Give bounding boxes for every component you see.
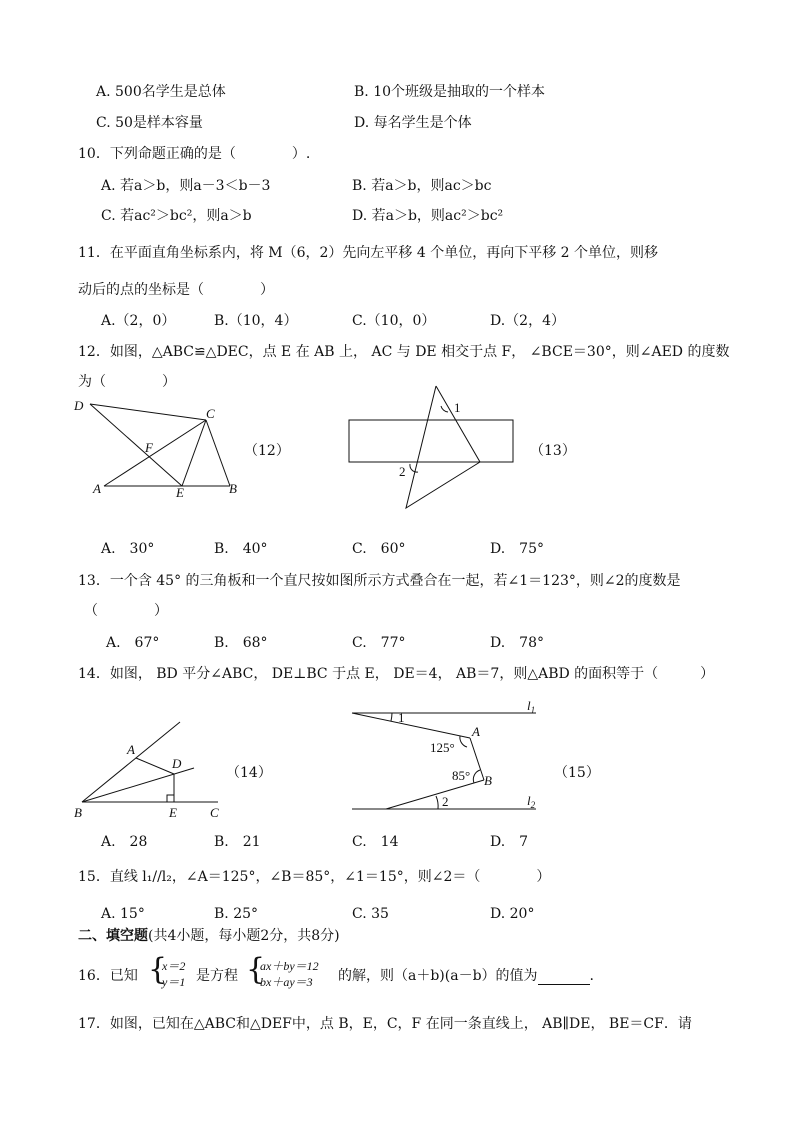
segment-b-to-l2: [386, 780, 484, 809]
q15-option-b: B. 25°: [214, 906, 259, 922]
q14-stem: 14．如图， BD 平分∠ABC， DE⊥BC 于点 E， DE＝4， AB＝7，则△ABD 的面积等于（ ）: [78, 666, 715, 682]
figure-15-caption: （15）: [554, 765, 600, 781]
ruler-rect: [349, 420, 513, 462]
segment-ad: [136, 758, 174, 774]
q9-option-d: D. 每名学生是个体: [354, 115, 472, 131]
q16-sys2-line2: bx＋ay＝3: [260, 975, 313, 989]
label-a: A: [472, 724, 480, 739]
angle-b-label: 85°: [452, 768, 471, 783]
figure-15: [350, 696, 546, 814]
angle-2-arc: [436, 796, 438, 809]
segment-ab: [470, 738, 484, 780]
figure-13-caption: （13）: [530, 443, 576, 459]
q12-option-c: C. 60°: [352, 541, 406, 557]
q10-option-d: D. 若a＞b，则ac²＞bc²: [352, 208, 504, 224]
q14-option-d: D. 7: [490, 834, 529, 850]
triangle-board: [406, 386, 480, 508]
q12-stem-line2: 为（ ）: [78, 374, 176, 390]
q11-stem-line1: 11．在平面直角坐标系内，将 M（6，2）先向左平移 4 个单位，再向下平移 2 个单位，则移: [78, 245, 659, 261]
figure-14-caption: （14）: [226, 765, 272, 781]
q11-option-a: A.（2，0）: [101, 313, 176, 329]
q11-option-d: D.（2，4）: [490, 313, 565, 329]
label-e: E: [169, 805, 177, 820]
q16-sys2-line1: ax＋by＝12: [260, 959, 319, 973]
right-angle-mark: [167, 795, 174, 802]
q15-option-d: D. 20°: [490, 906, 535, 922]
segment-ce: [182, 420, 206, 486]
q14-option-b: B. 21: [214, 834, 261, 850]
section-2-title: 二、填空题: [78, 928, 148, 944]
q14-option-a: A. 28: [101, 834, 148, 850]
q10-option-c: C. 若ac²＞bc²，则a＞b: [101, 208, 252, 224]
label-l2: $l_2$: [527, 793, 536, 810]
q13-option-a: A. 67°: [106, 635, 160, 651]
section-2-note: (共4小题，每小题2分，共8分): [148, 928, 340, 944]
q16-prefix: 16．已知: [78, 968, 138, 984]
q16-sys1-line2: y＝1: [162, 975, 186, 989]
q11-option-b: B.（10，4）: [214, 313, 298, 329]
q9-option-a: A. 500名学生是总体: [96, 84, 226, 100]
angle-1-arc: [391, 713, 392, 721]
angle-1-arc: [441, 406, 448, 412]
angle-2-label: 2: [442, 794, 449, 809]
ray-bd: [82, 768, 194, 802]
q12-stem-line1: 12．如图，△ABC≌△DEC，点 E 在 AB 上， AC 与 DE 相交于点 F， ∠BCE＝30°，则∠AED 的度数: [78, 344, 730, 360]
segment-cb: [206, 420, 230, 486]
q15-stem: 15．直线 l₁//l₂，∠A＝125°，∠B＝85°，∠1＝15°，则∠2＝（ ）: [78, 869, 551, 885]
label-a: A: [127, 742, 135, 757]
angle-1-label: 1: [398, 710, 405, 725]
q16-suffix-text: 的解，则（a＋b)(a－b）的值为: [338, 968, 538, 984]
q10-stem: 10．下列命题正确的是（ ）.: [78, 146, 311, 162]
q10-option-b: B. 若a＞b，则ac＞bc: [352, 178, 492, 194]
q10-option-a: A. 若a＞b，则a－3＜b－3: [101, 178, 271, 194]
figure-12-caption: （12）: [244, 443, 290, 459]
angle-a-label: 125°: [430, 740, 455, 755]
q9-option-c: C. 50是样本容量: [96, 115, 203, 131]
q16-system-2: [260, 958, 319, 990]
q16-answer-blank[interactable]: [538, 970, 590, 985]
label-e: E: [176, 485, 184, 500]
q11-stem-line2: 动后的点的坐标是（ ）: [78, 282, 274, 298]
q14-option-c: C. 14: [352, 834, 399, 850]
angle-2-label: 2: [399, 464, 406, 479]
label-b: B: [74, 805, 82, 820]
label-f: F: [145, 440, 153, 455]
q15-option-a: A. 15°: [101, 906, 145, 922]
label-a: A: [93, 481, 101, 496]
q13-stem-line1: 13．一个含 45° 的三角板和一个直尺按如图所示方式叠合在一起，若∠1＝123°，则∠2的度数是: [78, 573, 681, 589]
q12-option-d: D. 75°: [490, 541, 544, 557]
q16-mid: 是方程: [196, 968, 238, 984]
q12-option-a: A. 30°: [101, 541, 155, 557]
segment-to-a: [352, 713, 470, 738]
q16-brace-2: {: [246, 952, 266, 987]
label-l1: $l_1$: [527, 698, 536, 715]
section-2-heading: [78, 927, 340, 945]
angle-1-label: 1: [454, 400, 461, 415]
q12-option-b: B. 40°: [214, 541, 268, 557]
q13-stem-line2: （ ）: [84, 603, 168, 619]
segment-dc: [90, 404, 206, 420]
q17-stem: 17．如图，已知在△ABC和△DEF中，点 B，E，C，F 在同一条直线上， AB∥DE， BE＝CF．请: [78, 1016, 692, 1032]
label-c: C: [206, 406, 215, 421]
q16-sys1-line1: x＝2: [162, 959, 186, 973]
q9-option-b: B. 10个班级是抽取的一个样本: [354, 84, 546, 100]
label-b: B: [229, 481, 237, 496]
angle-a-arc: [460, 736, 467, 747]
q11-option-c: C.（10，0）: [352, 313, 436, 329]
label-d: D: [74, 398, 84, 413]
q16-suffix: [338, 967, 594, 985]
q13-option-b: B. 68°: [214, 635, 268, 651]
label-b: B: [484, 773, 492, 788]
ray-ba: [82, 722, 180, 802]
q15-option-c: C. 35: [352, 906, 389, 922]
q13-option-d: D. 78°: [490, 635, 544, 651]
q16-system-1: [162, 958, 185, 990]
label-d: D: [172, 756, 182, 771]
figure-14: [70, 716, 230, 822]
q13-option-c: C. 77°: [352, 635, 406, 651]
label-c: C: [210, 805, 219, 820]
q16-brace-1: {: [148, 952, 168, 987]
figure-13: [346, 384, 520, 512]
q16-end: .: [589, 968, 594, 984]
